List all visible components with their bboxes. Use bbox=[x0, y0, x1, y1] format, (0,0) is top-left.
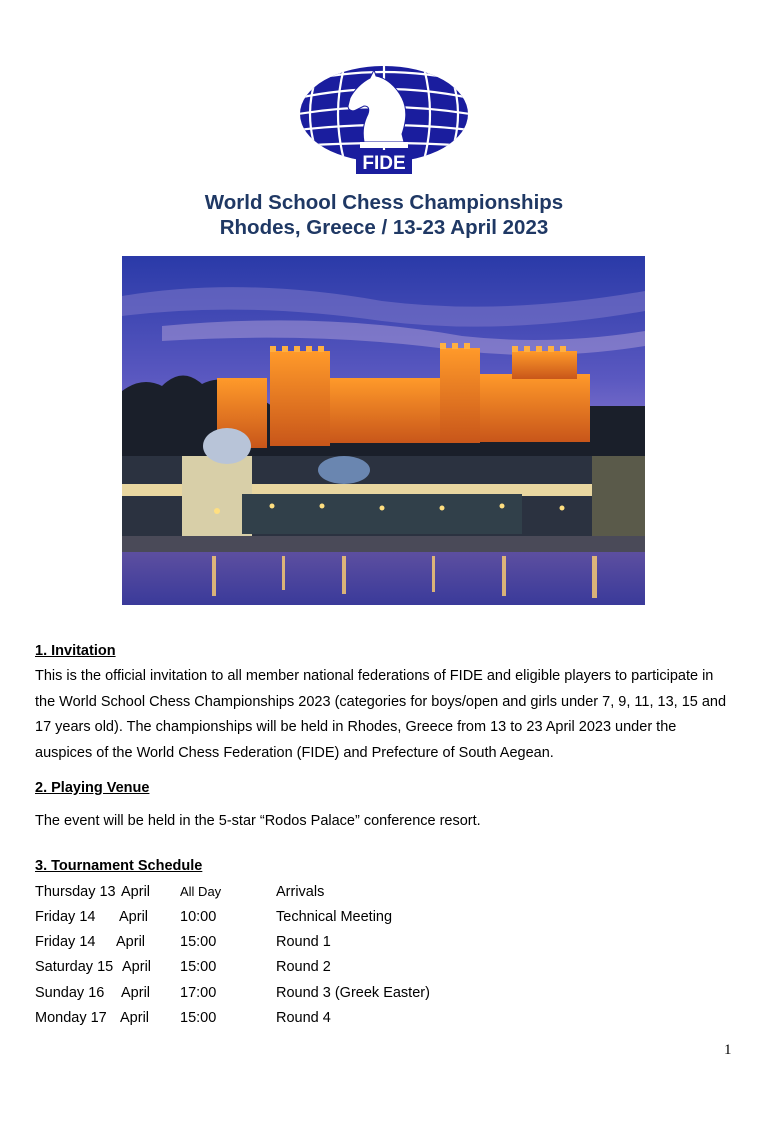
schedule-row bbox=[35, 957, 635, 977]
schedule-event: Round 2 bbox=[276, 959, 331, 975]
schedule-event: Arrivals bbox=[276, 884, 325, 900]
schedule-time: 15:00 bbox=[180, 934, 217, 950]
schedule-event: Round 1 bbox=[276, 934, 331, 950]
page-title-line-2: Rhodes, Greece / 13-23 April 2023 bbox=[219, 216, 549, 239]
invitation-body: This is the official invitation to all member national federations of FIDE and eligible players to participate in the World School Chess Championships 2023 (categories for boys/open and girls under 7, 9, 11, 13, 15 and 17 years old). The championships will be held in Rhodes, Greece from 13 to 23 April 2023 under the auspices of the World Chess Federation (FIDE) and Prefecture of South Aegean. bbox=[35, 668, 727, 761]
fide-logo-text: FIDE bbox=[362, 153, 406, 174]
schedule-month: April bbox=[122, 959, 152, 975]
schedule-month: April bbox=[121, 884, 151, 900]
schedule-month: April bbox=[121, 985, 151, 1001]
schedule-event: Round 4 bbox=[276, 1010, 331, 1026]
schedule-time: 15:00 bbox=[180, 959, 217, 975]
page-title-line-1: World School Chess Championships bbox=[204, 191, 564, 214]
schedule-day: Saturday 15 bbox=[35, 959, 114, 975]
schedule-day: Monday 17 bbox=[35, 1010, 107, 1026]
schedule-event: Technical Meeting bbox=[276, 909, 393, 925]
schedule-day: Sunday 16 bbox=[35, 985, 105, 1001]
schedule-month: April bbox=[120, 1010, 150, 1026]
schedule-time: 17:00 bbox=[180, 985, 217, 1001]
schedule-time: All Day bbox=[180, 884, 222, 899]
schedule-row bbox=[35, 882, 635, 902]
schedule-time: 15:00 bbox=[180, 1010, 217, 1026]
schedule-time: 10:00 bbox=[180, 909, 217, 925]
fide-logo bbox=[298, 64, 470, 176]
schedule-day: Thursday 13 bbox=[35, 884, 116, 900]
rhodes-palace-photo bbox=[122, 256, 645, 605]
schedule-day: Friday 14 bbox=[35, 909, 96, 925]
schedule-row bbox=[35, 932, 635, 952]
venue-body: The event will be held in the 5-star “Rodos Palace” conference resort. bbox=[35, 813, 481, 829]
section-heading-venue: 2. Playing Venue bbox=[35, 780, 150, 796]
section-heading-schedule: 3. Tournament Schedule bbox=[35, 858, 203, 874]
section-heading-invitation: 1. Invitation bbox=[35, 643, 116, 659]
schedule-month: April bbox=[119, 909, 149, 925]
schedule-row bbox=[35, 1008, 635, 1028]
schedule-day: Friday 14 bbox=[35, 934, 96, 950]
page-number: 1 bbox=[724, 1042, 732, 1058]
schedule-row bbox=[35, 983, 635, 1003]
schedule-event: Round 3 (Greek Easter) bbox=[276, 985, 430, 1001]
schedule-month: April bbox=[116, 934, 146, 950]
schedule-row bbox=[35, 907, 635, 927]
